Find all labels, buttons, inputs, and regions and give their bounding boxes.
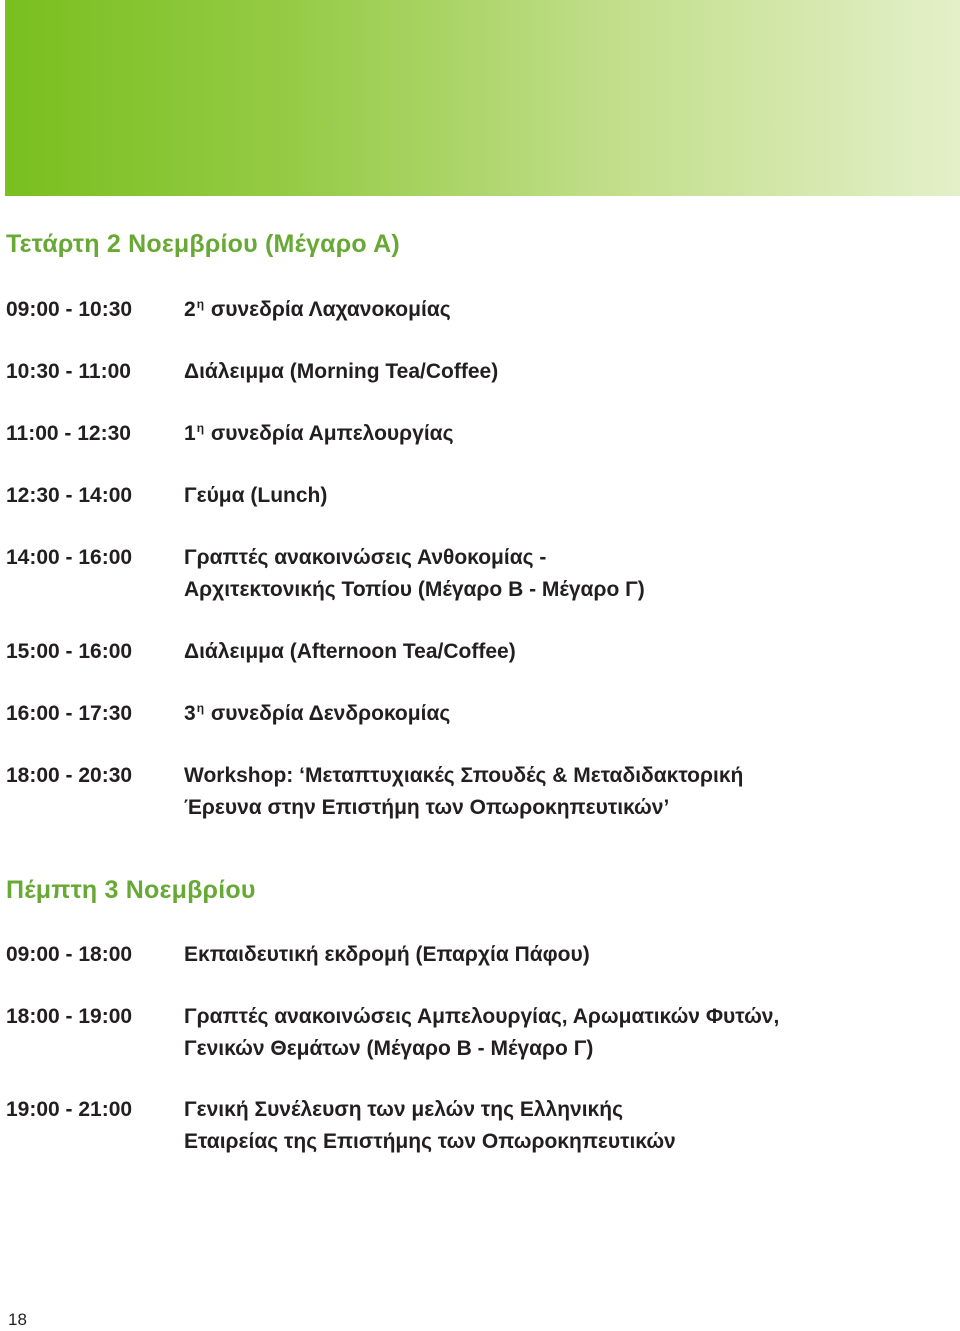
time-slot: 18:00 - 20:30 (6, 764, 133, 787)
time-slot: 18:00 - 19:00 (6, 1005, 133, 1028)
time-slot: 14:00 - 16:00 (6, 546, 133, 569)
session-description: Γραπτές ανακοινώσεις Αμπελουργίας, Αρωματικών Φυτών, Γενικών Θεμάτων (Μέγαρο Β - Μέγαρο Γ) (184, 1005, 780, 1060)
header-banner (5, 0, 960, 196)
time-slot: 16:00 - 17:30 (6, 702, 133, 725)
session-description: Διάλειμμα (Morning Tea/Coffee) (184, 360, 499, 383)
page-number: 18 (8, 1310, 27, 1329)
session-description: Εκπαιδευτική εκδρομή (Επαρχία Πάφου) (184, 943, 590, 966)
session-description: Γεύμα (Lunch) (184, 484, 328, 507)
session-description: $2^\eta$ συνεδρία Λαχανοκομίας (184, 297, 451, 321)
time-slot: 12:30 - 14:00 (6, 484, 133, 507)
session-description: Διάλειμμα (Afternoon Tea/Coffee) (184, 640, 516, 663)
session-description: $1^\eta$ συνεδρία Αμπελουργίας (184, 421, 454, 445)
time-slot: 09:00 - 10:30 (6, 298, 133, 321)
time-slot: 09:00 - 18:00 (6, 943, 133, 966)
day-heading-thursday: Πέμπτη 3 Νοεμβρίου (6, 876, 256, 904)
time-slot: 15:00 - 16:00 (6, 640, 133, 663)
time-slot: 11:00 - 12:30 (6, 422, 131, 445)
time-slot: 19:00 - 21:00 (6, 1098, 133, 1121)
session-description: $3^\eta$ συνεδρία Δενδροκομίας (184, 701, 451, 725)
day-heading-wednesday: Τετάρτη 2 Νοεμβρίου (Μέγαρο Α) (6, 230, 400, 258)
session-description: Γενική Συνέλευση των μελών της Ελληνικής Εταιρείας της Επιστήμης των Οπωροκηπευτικών (184, 1098, 676, 1153)
session-description: Workshop: ‘Μεταπτυχιακές Σπουδές & Μεταδιδακτορική Έρευνα στην Επιστήμη των Οπωροκηπευτικών’ (184, 764, 744, 819)
time-slot: 10:30 - 11:00 (6, 360, 131, 383)
session-description: Γραπτές ανακοινώσεις Ανθοκομίας - Αρχιτεκτονικής Τοπίου (Μέγαρο Β - Μέγαρο Γ) (184, 546, 645, 601)
